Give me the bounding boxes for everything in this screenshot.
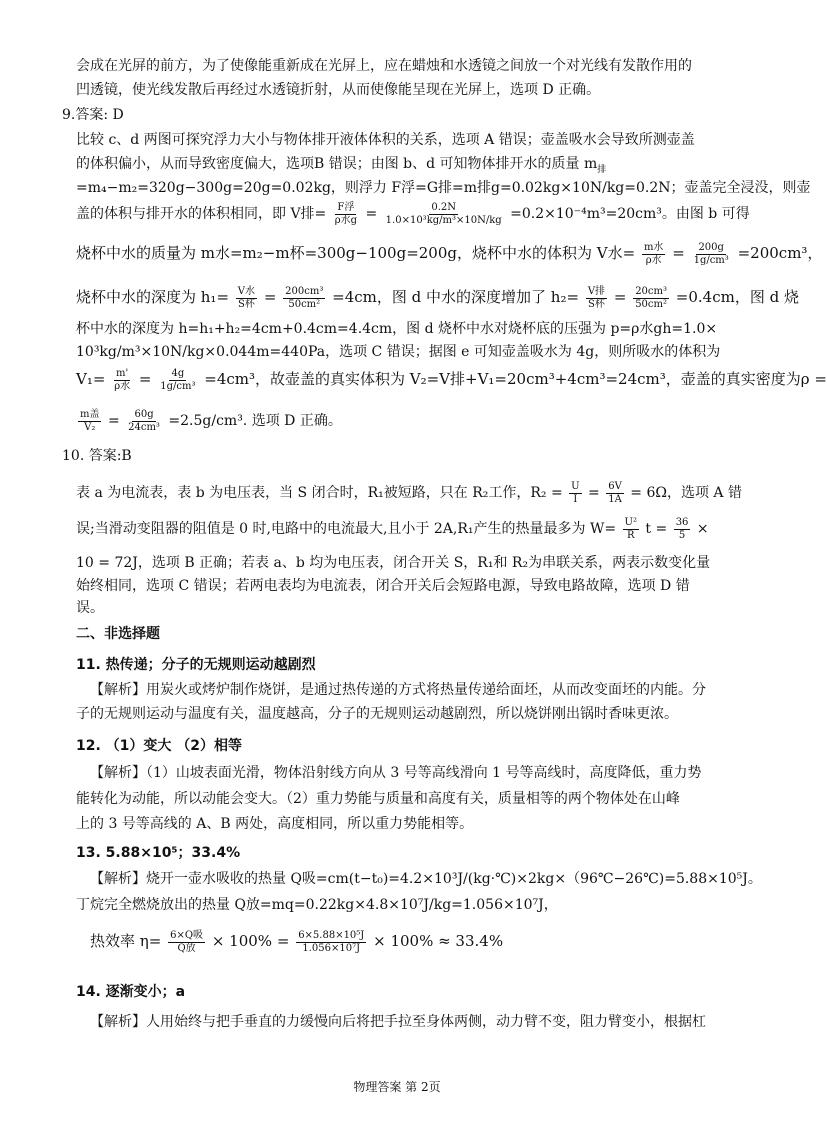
denominator: ρ水 bbox=[645, 254, 662, 266]
text-segment: 的体积偏小，从而导致密度偏大，选项B 错误；由图 b、d 可知物体排开水的质量 m bbox=[76, 156, 598, 172]
operator: × 100% = bbox=[211, 932, 290, 950]
question-13-answer: 13. 5.88×10⁵；33.4% bbox=[76, 845, 241, 861]
numerator: 200cm³ bbox=[285, 285, 324, 297]
text-segment: 盖的体积与排开水的体积相同，即 V排= bbox=[76, 206, 327, 222]
denominator: 1.056×10⁷J bbox=[302, 942, 361, 954]
denominator: V₂ bbox=[84, 421, 96, 433]
fraction bbox=[296, 930, 366, 955]
text-line: 子的无规则运动与温度有关，温度越高，分子的无规则运动越剧烈，所以烧饼刚出锅时香味更浓。 bbox=[76, 706, 678, 722]
fraction bbox=[333, 202, 359, 227]
text-segment: =0.2×10⁻⁴m³=20cm³。由图 b 可得 bbox=[510, 206, 750, 222]
denominator: 24cm³ bbox=[128, 421, 160, 433]
question-11-answer: 11. 热传递；分子的无规则运动越剧烈 bbox=[76, 657, 316, 673]
text-segment: 误;当滑动变阻器的阻值是 0 时,电路中的电流最大,且小于 2A,R₁产生的热量最多为 W= bbox=[76, 521, 617, 537]
fraction bbox=[78, 409, 101, 434]
formula-line bbox=[90, 924, 503, 958]
numerator: U bbox=[571, 480, 580, 492]
question-10-answer: 10. 答案:B bbox=[62, 448, 132, 464]
fraction bbox=[168, 930, 205, 955]
numerator: U² bbox=[624, 516, 637, 528]
text-line: 上的 3 号等高线的 A、B 两处，高度相同，所以重力势能相等。 bbox=[76, 816, 474, 832]
formula-line bbox=[76, 406, 342, 436]
text-segment: 烧杯中水的质量为 m水=m₂−m杯=300g−100g=200g，烧杯中水的体积为 V水= bbox=[76, 244, 636, 262]
operator: = bbox=[263, 288, 277, 306]
fraction bbox=[283, 286, 325, 311]
page-footer: 物理答案 第 2页 bbox=[353, 1080, 441, 1094]
fraction bbox=[384, 202, 504, 227]
numerator: m水 bbox=[643, 241, 664, 253]
numerator: 60g bbox=[134, 408, 154, 420]
numerator: V水 bbox=[237, 285, 256, 297]
numerator: 4g bbox=[171, 367, 185, 379]
denominator: 1.0×10³kg/m³×10N/kg bbox=[385, 214, 502, 226]
text-line: 误。 bbox=[76, 600, 104, 616]
formula-line bbox=[76, 282, 799, 312]
analysis-text: 【解析】烧开一壶水吸收的热量 Q吸=cm(t−t₀)=4.2×10³J/(kg·℃)×2kg×（96℃−26℃)=5.88×10⁵J。 bbox=[90, 871, 762, 887]
analysis-text: 【解析】用炭火或烤炉制作烧饼，是通过热传递的方式将热量传递给面坯，从而改变面坯的内能。分 bbox=[90, 682, 706, 698]
fraction bbox=[236, 286, 257, 311]
text-segment: =200cm³， bbox=[737, 244, 823, 262]
denominator: R bbox=[626, 529, 635, 541]
denominator: I bbox=[573, 493, 578, 505]
text-segment: V₁= bbox=[76, 370, 106, 388]
fraction bbox=[623, 517, 639, 542]
text-segment: = 6Ω，选项 A 错 bbox=[630, 485, 742, 501]
operator: = bbox=[613, 288, 627, 306]
operator: = bbox=[672, 244, 685, 262]
operator: = bbox=[365, 206, 378, 222]
fraction bbox=[126, 409, 162, 434]
section-heading: 二、非选择题 bbox=[76, 626, 160, 642]
text-segment: 表 a 为电流表，表 b 为电压表，当 S 闭合时，R₁被短路，只在 R₂工作，R₂ = bbox=[76, 485, 563, 501]
numerator: m' bbox=[116, 367, 129, 379]
text-segment: 热效率 η= bbox=[90, 932, 162, 950]
numerator: 6×5.88×10⁵J bbox=[298, 929, 365, 941]
subscript: 排 bbox=[597, 164, 607, 175]
text-segment: =4cm³，故壶盖的真实体积为 V₂=V排+V₁=20cm³+4cm³=24cm³，壶盖的真实密度为ρ = bbox=[204, 370, 827, 388]
denominator: ρ水 bbox=[114, 380, 131, 392]
numerator: F浮 bbox=[337, 201, 355, 213]
operator: = bbox=[107, 413, 120, 429]
fraction bbox=[112, 368, 132, 393]
numerator: 200g bbox=[698, 241, 724, 253]
text-segment: × bbox=[696, 521, 709, 537]
text-line: 比较 c、d 两图可探究浮力大小与物体排开液体体积的关系，选项 A 错误；壶盖吸水会导致所测壶盖 bbox=[76, 132, 695, 148]
denominator: Q放 bbox=[177, 942, 196, 954]
denominator: 1A bbox=[608, 493, 622, 505]
formula-line bbox=[76, 514, 709, 544]
text-line: 始终相同，选项 C 错误；若两电表均为电流表，闭合开关后会短路电源，导致电路故障，选项 D 错 bbox=[76, 578, 690, 594]
denominator: 50cm² bbox=[635, 298, 668, 310]
operator: t = bbox=[645, 521, 668, 537]
fraction bbox=[642, 242, 665, 267]
text-line: 凹透镜，使光线发散后再经过水透镜折射，从而使像能呈现在光屏上，选项 D 正确。 bbox=[76, 82, 601, 98]
question-9-answer: 9.答案: D bbox=[62, 107, 124, 123]
denominator: 5 bbox=[678, 529, 686, 541]
formula-line bbox=[76, 364, 827, 394]
denominator: ρ水g bbox=[334, 214, 358, 226]
text-segment: =2.5g/cm³. 选项 D 正确。 bbox=[168, 413, 342, 429]
numerator: 20cm³ bbox=[635, 285, 668, 297]
denominator: 50cm² bbox=[288, 298, 321, 310]
question-12-answer: 12. （1）变大 （2）相等 bbox=[76, 738, 243, 754]
fraction bbox=[633, 286, 669, 311]
text-line: 杯中水的深度为 h=h₁+h₂=4cm+0.4cm=4.4cm，图 d 烧杯中水对烧杯底的压强为 p=ρ水gh=1.0× bbox=[76, 321, 718, 337]
analysis-text: 【解析】（1）山坡表面光滑，物体沿射线方向从 3 号等高线滑向 1 号等高线时，高度降低，重力势 bbox=[90, 765, 702, 781]
text-line bbox=[76, 154, 606, 180]
formula-line bbox=[76, 478, 742, 508]
text-segment: × 100% ≈ 33.4% bbox=[373, 932, 504, 950]
formula-line bbox=[76, 200, 750, 228]
denominator: S杯 bbox=[588, 298, 605, 310]
text-line: 丁烷完全燃烧放出的热量 Q放=mq=0.22kg×4.8×10⁷J/kg=1.056×10⁷J， bbox=[76, 897, 558, 913]
operator: = bbox=[138, 370, 152, 388]
operator: = bbox=[588, 485, 600, 501]
question-14-answer: 14. 逐渐变小；a bbox=[76, 984, 186, 1000]
text-line: 10 = 72J，选项 B 正确；若表 a、b 均为电压表，闭合开关 S，R₁和 R₂为串联关系，两表示数变化量 bbox=[76, 555, 711, 571]
denominator: S杯 bbox=[237, 298, 255, 310]
denominator: 1g/cm³ bbox=[160, 380, 196, 392]
denominator: 1g/cm³ bbox=[693, 254, 729, 266]
fraction bbox=[158, 368, 197, 393]
numerator: m盖 bbox=[80, 408, 100, 420]
fraction bbox=[586, 286, 607, 311]
fraction bbox=[692, 242, 731, 267]
text-segment: =4cm，图 d 中水的深度增加了 h₂= bbox=[332, 288, 580, 306]
formula-line bbox=[76, 238, 822, 268]
text-segment: =0.4cm，图 d 烧 bbox=[675, 288, 799, 306]
text-line: 10³kg/m³×10N/kg×0.044m=440Pa，选项 C 错误；据图 e 可知壶盖吸水为 4g，则所吸水的体积为 bbox=[76, 344, 721, 360]
text-line: 会成在光屏的前方，为了使像能重新成在光屏上，应在蜡烛和水透镜之间放一个对光线有发散作用的 bbox=[76, 58, 692, 74]
fraction bbox=[606, 481, 624, 506]
numerator: V排 bbox=[587, 285, 606, 297]
numerator: 36 bbox=[675, 516, 689, 528]
text-segment: 烧杯中水的深度为 h₁= bbox=[76, 288, 230, 306]
analysis-text: 【解析】人用始终与把手垂直的力缓慢向后将把手拉至身体两侧，动力臂不变，阻力臂变小，根据杠 bbox=[90, 1014, 706, 1030]
numerator: 6V bbox=[608, 480, 622, 492]
text-line: =m₄−m₂=320g−300g=20g=0.02kg，则浮力 F浮=G排=m排g=0.02kg×10N/kg=0.2N；壶盖完全浸没，则壶 bbox=[76, 180, 811, 196]
numerator: 6×Q吸 bbox=[170, 929, 204, 941]
numerator: 0.2N bbox=[431, 201, 457, 213]
text-line: 能转化为动能，所以动能会变大。（2）重力势能与质量和高度有关，质量相等的两个物体处在山峰 bbox=[76, 791, 680, 807]
fraction bbox=[569, 481, 581, 506]
fraction bbox=[674, 517, 691, 542]
